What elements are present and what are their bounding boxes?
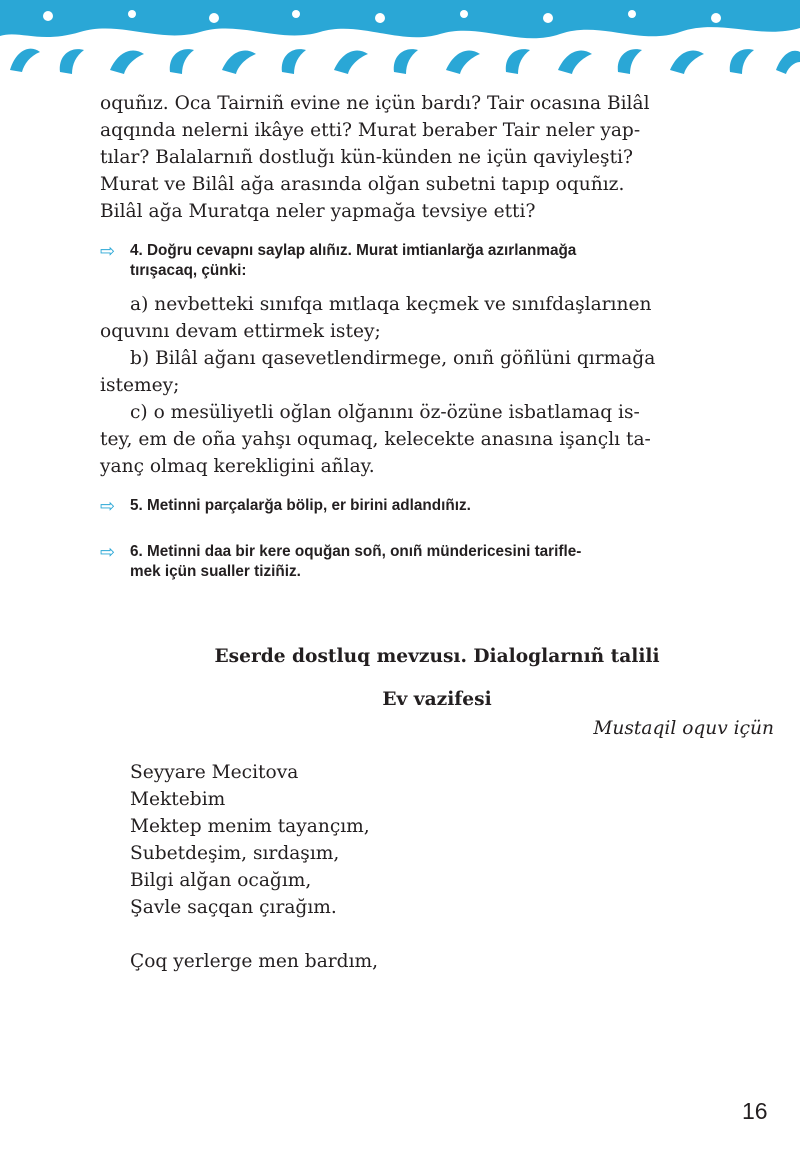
epigraph: Mustaqil oquv içün (593, 718, 774, 739)
option-line: istemey; (100, 375, 180, 396)
page-content (100, 90, 774, 975)
floral-ornament-banner (0, 0, 800, 80)
task-6-text (130, 542, 774, 582)
option-line: yanç olmaq kerekligini añlay. (100, 456, 375, 477)
task-line: tırışacaq, çünki: (130, 262, 247, 279)
text-line: tılar? Balalarnıñ dostluğı kün-künden ne içün qaviyleşti? (100, 147, 633, 168)
poem-line: Subetdeşim, sırdaşım, (130, 843, 340, 864)
section-title: Eserde dostluq mevzusı. Dialoglarnıñ talili (214, 646, 660, 667)
text-line: aqqında nelerni ikâye etti? Murat beraber Tair neler yap- (100, 120, 641, 141)
option-line: tey, em de oña yahşı oqumaq, kelecekte anasına işançlı ta- (100, 429, 651, 450)
task-6 (100, 542, 774, 582)
arrow-right-icon: ⇨ (100, 496, 116, 516)
option-line: a) nevbetteki sınıfqa mıtlaqa keçmek ve sınıfdaşlarınen (130, 294, 652, 315)
option-line: oquvını devam ettirmek istey; (100, 321, 381, 342)
poem-line: Şavle saçqan çırağım. (130, 897, 337, 918)
text-line: oquñız. Oca Tairniñ evine ne içün bardı? Tair ocasına Bilâl (100, 93, 650, 114)
option-line: b) Bilâl ağanı qasevetlendirmegе, onıñ göñlüni qırmağa (130, 348, 656, 369)
task-4-text (130, 241, 774, 281)
task-line: mek içün sualler tiziñiz. (130, 563, 301, 580)
task-4 (100, 241, 774, 281)
task-5-text (130, 496, 774, 516)
text-line: Murat ve Bilâl ağa arasında olğan subetni tapıp oquñız. (100, 174, 625, 195)
poem-line: Çoq yerlerge men bardım, (130, 951, 379, 972)
task-line: 6. Metinni daa bir kere oquğan soñ, onıñ mündericesini tarifle- (130, 543, 582, 560)
task-line: 4. Doğru cevapnı saylap alıñız. Murat imtianlarğa azırlanmağa (130, 242, 577, 259)
poem-line: Mektep menim tayançım, (130, 816, 370, 837)
poem-line: Bilgi alğan ocağım, (130, 870, 312, 891)
task-line: 5. Metinni parçalarğa bölip, er birini adlandıñız. (130, 497, 471, 514)
section-subtitle: Ev vazifesi (382, 689, 492, 710)
option-line: c) o mesüliyetli oğlan olğanını öz-özüne isbatlamaq is- (130, 402, 640, 423)
reading-questions (100, 90, 774, 225)
text-line: Bilâl ağa Muratqa neler yapmağa tevsiye etti? (100, 201, 536, 222)
arrow-right-icon: ⇨ (100, 542, 116, 562)
option-b (100, 345, 774, 399)
option-a (100, 291, 774, 345)
page-number: 16 (742, 1098, 768, 1124)
poem (100, 759, 774, 975)
arrow-right-icon: ⇨ (100, 241, 116, 261)
task-5 (100, 496, 774, 516)
poem-title: Mektebim (130, 789, 226, 810)
task-4-options (100, 291, 774, 480)
option-c (100, 399, 774, 480)
poem-author: Seyyare Mecitova (130, 762, 299, 783)
